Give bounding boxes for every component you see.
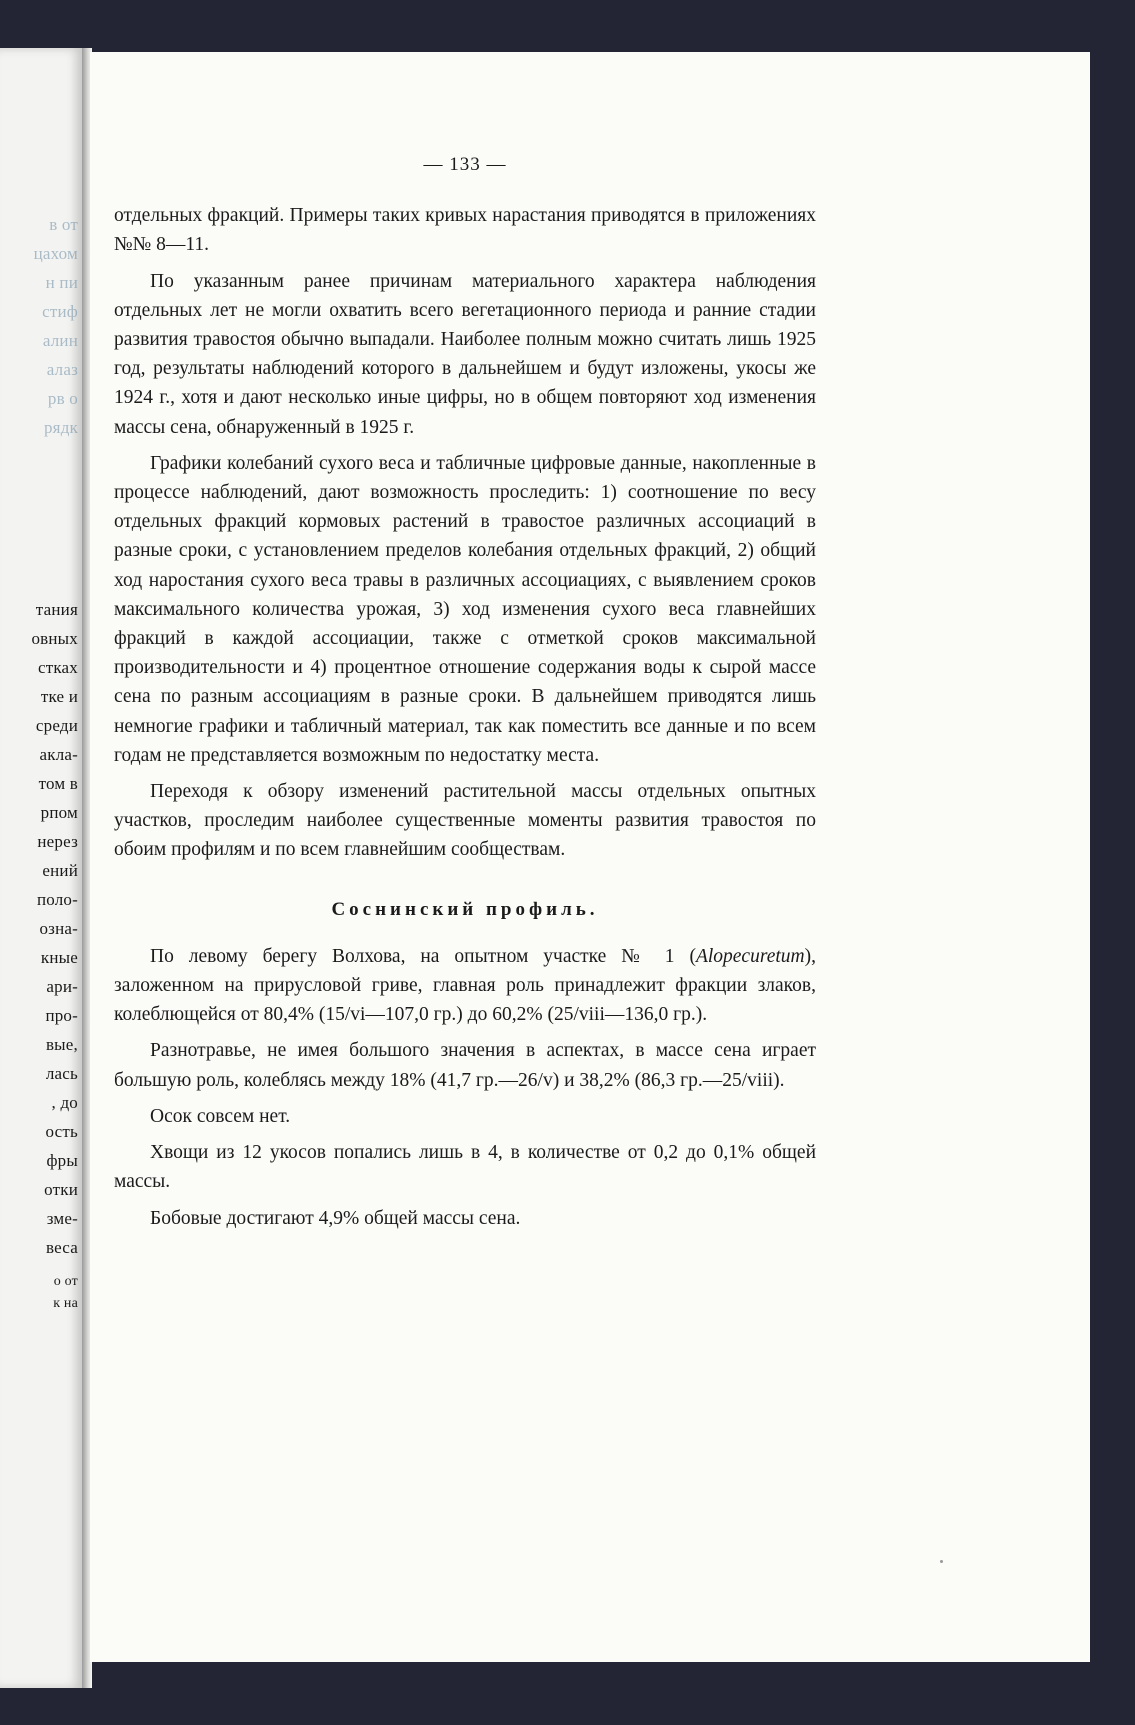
prev-line: фры — [46, 1151, 78, 1170]
faint-line: в от — [49, 215, 78, 234]
prev-line: среди — [35, 716, 78, 735]
prev-line: к на — [53, 1296, 78, 1311]
prev-line: , до — [51, 1093, 78, 1112]
paragraph: Осок совсем нет. — [150, 1105, 291, 1127]
paragraph: Переходя к обзору изменений растительной массы отдельных опытных участков, проследим наиболее существенные моменты развития травостоя по обоим профилям и по всем главнейшим сообществам. — [114, 781, 816, 861]
prev-line: отки — [44, 1180, 78, 1199]
faint-line: рв о — [47, 389, 78, 408]
page-number: — 133 — — [423, 154, 507, 175]
faint-line: алаз — [46, 360, 78, 379]
prev-line: рпом — [40, 803, 78, 822]
paper-speck — [940, 1560, 943, 1563]
prev-line: озна- — [39, 919, 78, 938]
prev-line: тания — [35, 600, 78, 619]
prev-line: зме- — [46, 1209, 78, 1228]
page-content — [114, 150, 816, 1240]
prev-line: поло- — [36, 890, 78, 909]
paragraph: Бобовые достигают 4,9% общей массы сена. — [150, 1207, 521, 1229]
previous-page-text — [0, 600, 84, 1390]
paragraph: Графики колебаний сухого веса и табличные цифровые данные, накопленные в процессе наблюдений, дают возможность проследить: 1) соотношение по весу отдельных фракций кормовых растений в травостое различных ассоциаций в разные сроки, с установлением пределов колебания отдельных фракций, 2) общий ход наростания сухого веса травы в различных ассоциациях, с выявлением сроков максимального количества урожая, 3) ход изменения сухого веса главнейших фракций в каждой ассоциации, также с отметкой сроков максимальной производительности и 4) процентное отношение содержания воды к сырой массе сена по разным ассоциациям в разные сроки. В дальнейшем приводятся лишь немногие графики и табличный материал, так как поместить все данные и по всем годам не представляется возможным по недостатку места. — [114, 452, 816, 766]
paragraph: По указанным ранее причинам материального характера наблюдения отдельных лет не могли охватить всего вегетационного периода и ранние стадии развития травостоя обычно выпадали. Наиболее полным можно считать лишь 1925 год, результаты наблюдений которого в дальнейшем и будут изложены, укосы же 1924 г., хотя и дают несколько иные цифры, но в общем повторяют ход изменения массы сена, обнаруженный в 1925 г. — [114, 270, 816, 438]
prev-line: вые, — [45, 1035, 78, 1054]
faint-line: цахом — [33, 244, 78, 263]
paragraph-text: По левому берегу Волхова, на опытном участке № 1 ( — [150, 945, 696, 967]
species-name: Alopecuretum — [695, 945, 805, 967]
paragraph — [114, 942, 816, 1030]
prev-line: овных — [31, 629, 78, 648]
prev-line: веса — [46, 1238, 78, 1257]
prev-line: про- — [45, 1006, 78, 1025]
prev-line: ений — [42, 861, 78, 880]
prev-line: лась — [45, 1064, 78, 1083]
faint-line: алин — [42, 331, 78, 350]
prev-line: том в — [38, 774, 78, 793]
prev-line: ари- — [46, 977, 78, 996]
section-heading: Соснинский профиль. — [331, 898, 599, 920]
prev-line: кные — [40, 948, 78, 967]
prev-line: ость — [45, 1122, 78, 1141]
faint-line: стиф — [42, 302, 78, 321]
paragraph: отдельных фракций. Примеры таких кривых нарастания приводятся в приложениях №№ 8—11. — [114, 205, 816, 256]
paragraph: Разнотравье, не имея большого значения в аспектах, в массе сена играет большую роль, колеблясь между 18% (41,7 гр.—26/v) и 38,2% (86,3 гр.—25/viii). — [114, 1040, 816, 1091]
prev-line: нерез — [37, 832, 78, 851]
prev-line: стках — [37, 658, 78, 677]
prev-line: акла- — [39, 745, 78, 764]
previous-page-faint-text — [0, 215, 84, 475]
faint-line: н пи — [45, 273, 78, 292]
prev-line: о от — [53, 1274, 78, 1289]
faint-line: рядк — [43, 418, 78, 437]
paragraph-text: ), заложенном на прирусловой гриве, главная роль принадлежит фракции злаков, колеблющейся от 80,4% (15/vi—107,0 гр.) до 60,2% (25/viii—136,0 гр.). — [114, 945, 816, 1026]
prev-line: тке и — [40, 687, 78, 706]
paragraph: Хвощи из 12 укосов попались лишь в 4, в количестве от 0,2 до 0,1% общей массы. — [114, 1142, 816, 1193]
